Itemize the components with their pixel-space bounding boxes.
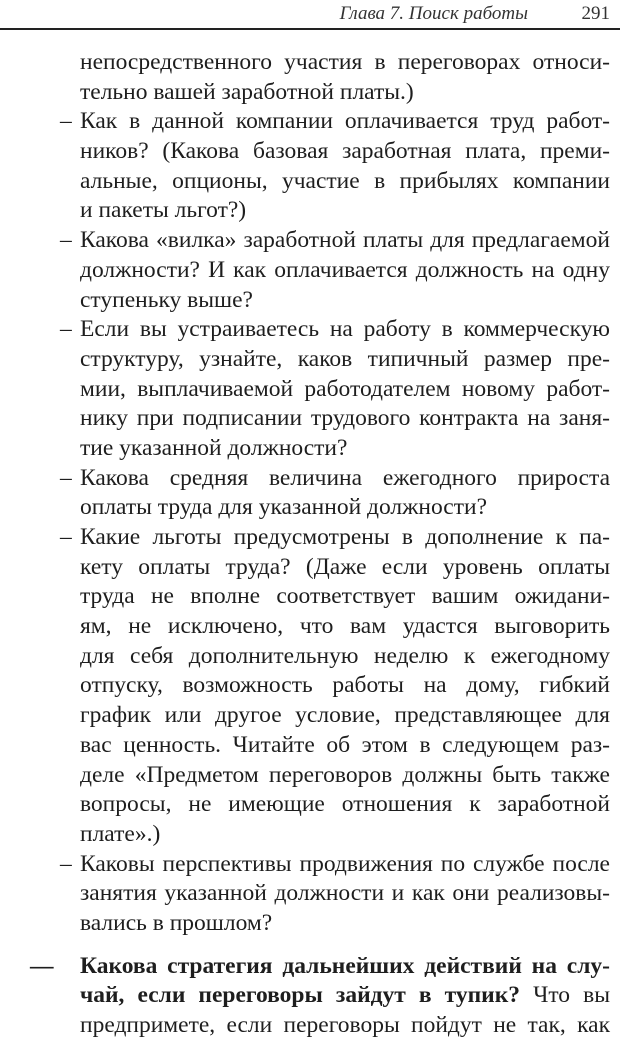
text-line [0, 256, 620, 286]
line-text-normal: Что вы [520, 982, 610, 1009]
line-text: ступеньку выше? [80, 286, 253, 313]
text-line [0, 642, 620, 672]
text-line [0, 701, 620, 731]
line-text: вопросы, не имеющие отношения к заработной [80, 791, 610, 818]
line-text: Какие льготы предусмотрены в дополнение к па- [80, 524, 610, 550]
text-line [0, 879, 620, 909]
line-text: ников? (Какова базовая заработная плата, преми- [80, 138, 610, 165]
text-line [0, 78, 620, 108]
line-text: ям, не исключено, что вам удастся выговорить [80, 613, 610, 640]
text-line [0, 761, 620, 791]
line-text: оплаты труда для указанной должности? [80, 494, 487, 521]
text-line [0, 493, 620, 523]
running-header [0, 0, 620, 30]
text-line [0, 731, 620, 761]
line-text: и пакеты льгот?) [80, 197, 247, 224]
text-line [0, 790, 620, 820]
text-line [0, 582, 620, 612]
list-dash: – [60, 524, 72, 550]
line-text: нику при подписании трудового контракта на заня- [80, 405, 610, 432]
text-line [0, 375, 620, 405]
line-text: должности? И как оплачивается должность на одну [80, 256, 610, 283]
line-text: занятия указанной должности и как они реализовы- [80, 880, 610, 907]
text-line [0, 464, 620, 494]
line-text: для себя дополнительную неделю к ежегодному [80, 642, 610, 669]
line-text [80, 981, 610, 1011]
line-text: Как в данной компании оплачивается труд работ- [80, 108, 610, 135]
line-text: альные, опционы, участие в прибылях компании [80, 167, 610, 194]
text-line [0, 553, 620, 583]
text-line [0, 404, 620, 434]
line-text: предприметe, если переговоры пойдут не так, как [80, 1012, 610, 1038]
line-text: тие указанной должности? [80, 434, 348, 461]
text-line [0, 952, 620, 982]
line-text: отпуску, возможность работы на дому, гибкий [80, 672, 610, 699]
line-text [80, 952, 610, 982]
text-line [0, 671, 620, 701]
line-text: труда не вполне соответствует вашим ожидани- [80, 583, 610, 610]
line-text: структуру, узнайте, каков типичный размер пре- [80, 345, 610, 372]
text-line [0, 1011, 620, 1041]
line-text: деле «Предметом переговоров должны быть также [80, 761, 610, 788]
line-text: непосредственного участия в переговорах относи- [80, 49, 610, 75]
line-text: тельно вашей заработной платы.) [80, 78, 414, 105]
bold-dash: — [30, 952, 54, 979]
text-line [0, 434, 620, 464]
text-line [0, 523, 620, 553]
text-line [0, 820, 620, 850]
bold-question: Какова стратегия дальнейших действий на слу- [80, 952, 610, 979]
text-line [0, 196, 620, 226]
line-text: плате».) [80, 820, 161, 847]
line-text: кету оплаты труда? (Даже если уровень оплаты [80, 553, 610, 580]
text-line [0, 850, 620, 880]
text-line [0, 909, 620, 939]
list-dash: – [60, 108, 72, 135]
text-line [0, 167, 620, 197]
text-line [0, 226, 620, 256]
list-dash: – [60, 316, 72, 343]
chapter-title: Глава 7. Поиск работы [339, 3, 528, 24]
list-dash: – [60, 227, 72, 254]
text-line [0, 345, 620, 375]
line-text: график или другое условие, представляющее для [80, 702, 610, 729]
page-number: 291 [581, 3, 610, 24]
line-text: вас ценность. Читайте об этом в следующем раз- [80, 731, 610, 758]
bold-question: чай, если переговоры зайдут в тупик? [80, 982, 520, 1009]
text-line [0, 137, 620, 167]
text-line [0, 107, 620, 137]
page-body [0, 48, 620, 1041]
text-line [0, 612, 620, 642]
line-text: Какова «вилка» заработной платы для предлагаемой [80, 227, 610, 254]
line-text: мии, выплачиваемой работодателем новому работ- [80, 375, 610, 402]
list-dash: – [60, 464, 72, 491]
text-line [0, 981, 620, 1011]
line-text: вались в прошлом? [80, 909, 273, 936]
text-line [0, 48, 620, 78]
text-line [0, 315, 620, 345]
line-text: Если вы устраиваетесь на работу в коммерческую [80, 316, 610, 343]
list-dash: – [60, 850, 72, 877]
line-text: Какова средняя величина ежегодного прироста [80, 464, 610, 491]
text-line [0, 286, 620, 316]
line-text: Каковы перспективы продвижения по службе после [80, 850, 610, 877]
